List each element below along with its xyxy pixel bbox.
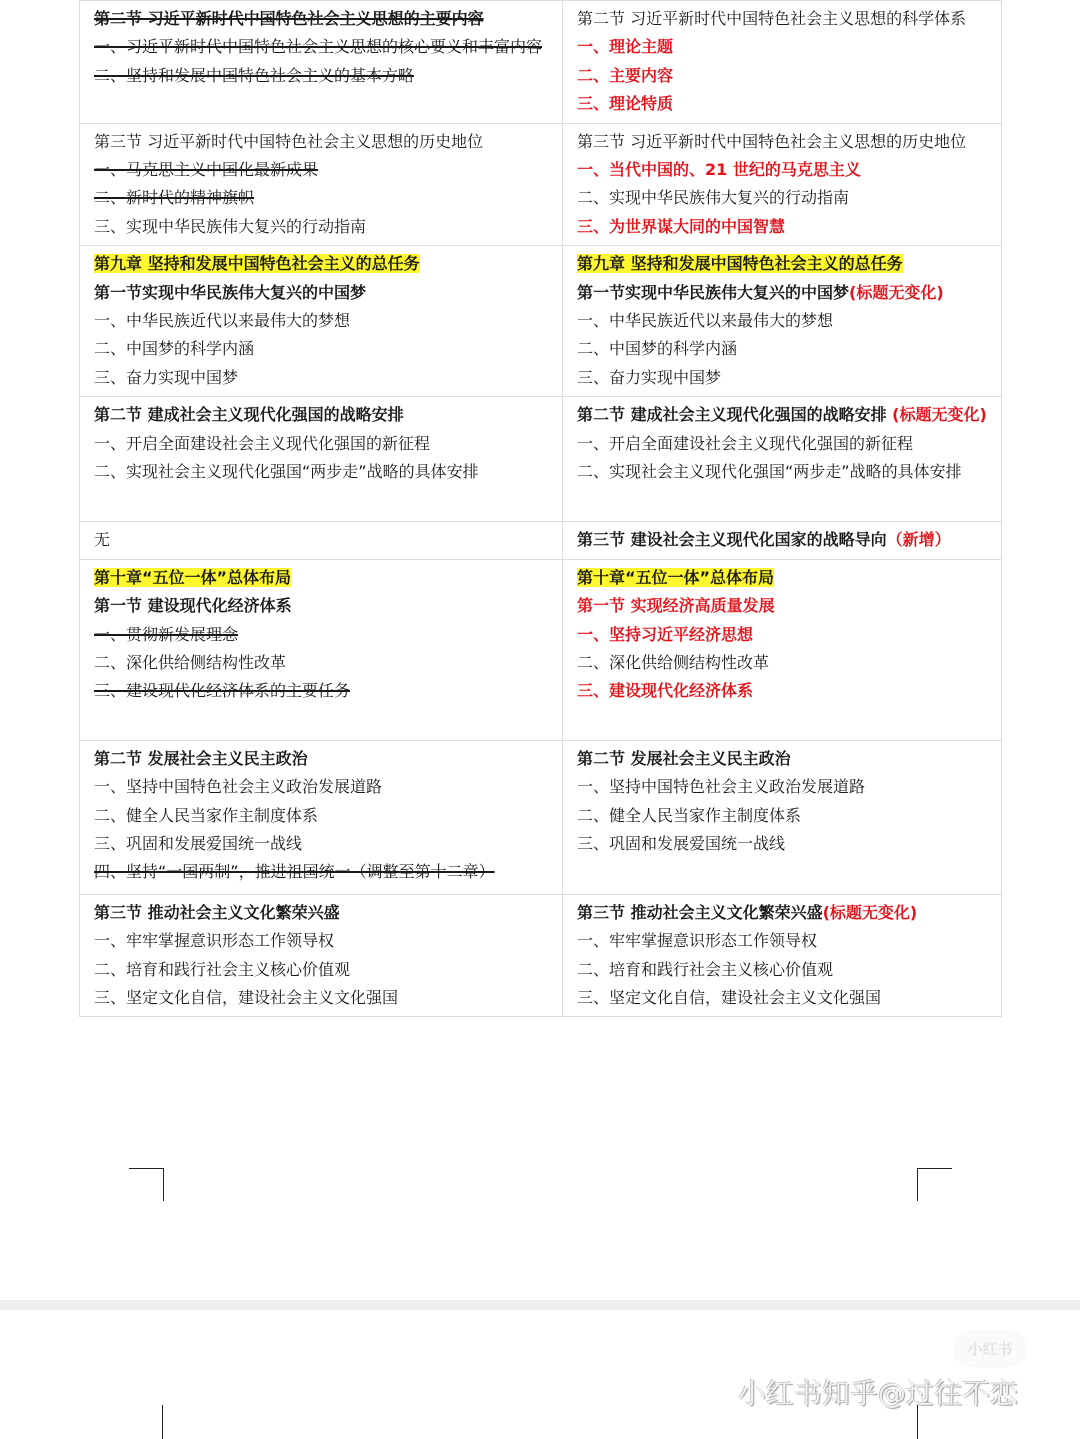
list-item: 一、中华民族近代以来最伟大的梦想: [94, 311, 351, 331]
section-heading: 第二节 发展社会主义民主政治: [577, 748, 791, 768]
section-heading: 第一节 实现经济高质量发展: [577, 596, 775, 616]
list-item: 二、主要内容: [577, 65, 674, 85]
list-item: 二、实现中华民族伟大复兴的行动指南: [577, 188, 850, 208]
list-item: 三、坚定文化自信，建设社会主义文化强国: [94, 987, 399, 1007]
list-item: 二、培育和践行社会主义核心价值观: [94, 959, 351, 979]
section-heading: 第三节 建设社会主义现代化国家的战略导向: [577, 530, 887, 550]
list-item: 三、实现中华民族伟大复兴的行动指南: [94, 216, 367, 236]
table-row: [80, 559, 1002, 740]
section-heading: 第二节 习近平新时代中国特色社会主义思想的主要内容: [94, 9, 484, 28]
old-edition-cell: [80, 740, 563, 894]
watermark-badge: 小红书: [955, 1333, 1025, 1365]
section-heading: 第三节 推动社会主义文化繁荣兴盛: [577, 902, 823, 922]
table-row: [80, 1, 1002, 124]
table-row: [80, 123, 1002, 246]
list-item: 一、坚持中国特色社会主义政治发展道路: [577, 777, 866, 797]
list-item: 三、建设现代化经济体系的主要任务: [94, 681, 351, 701]
list-item: 三、巩固和发展爱国统一战线: [94, 833, 303, 853]
page-separator: [0, 1300, 1080, 1310]
list-item: 三、奋力实现中国梦: [577, 367, 722, 387]
table-row: [80, 740, 1002, 894]
change-note: (标题无变化): [822, 902, 918, 922]
list-item: 一、贯彻新发展理念: [94, 624, 239, 644]
list-item: 三、坚定文化自信，建设社会主义文化强国: [577, 987, 882, 1007]
table-row: [80, 246, 1002, 397]
list-item: 三、为世界谋大同的中国智慧: [577, 216, 786, 236]
list-item: 一、理论主题: [577, 37, 674, 57]
new-edition-cell: [563, 740, 1002, 894]
crop-mark-top-right: [917, 1168, 952, 1201]
list-item: 一、坚持习近平经济思想: [577, 624, 754, 644]
list-item: 二、实现社会主义现代化强国“两步走”战略的具体安排: [577, 462, 962, 482]
table-row: [80, 397, 1002, 522]
list-item: 二、培育和践行社会主义核心价值观: [577, 959, 834, 979]
new-edition-cell: [563, 1, 1002, 124]
table-row: [80, 894, 1002, 1017]
list-item: 二、新时代的精神旗帜: [94, 188, 255, 208]
old-edition-cell: [80, 397, 563, 522]
list-item: 三、巩固和发展爱国统一战线: [577, 833, 786, 853]
change-note: （新增）: [886, 530, 951, 550]
list-item: 一、马克思主义中国化最新成果: [94, 160, 319, 180]
watermark-text: 小红书知乎@过往不恋: [738, 1377, 1019, 1410]
old-edition-cell: [80, 894, 563, 1017]
chapter-heading: 第九章 坚持和发展中国特色社会主义的总任务: [577, 254, 903, 274]
chapter-heading: 第九章 坚持和发展中国特色社会主义的总任务: [94, 254, 420, 274]
list-item: 一、当代中国的、21 世纪的马克思主义: [577, 160, 861, 180]
chapter-comparison-table: [79, 0, 1002, 1017]
change-note: (标题无变化): [849, 282, 944, 302]
new-edition-cell: [563, 397, 1002, 522]
old-edition-cell: [80, 1, 563, 124]
list-item: 二、中国梦的科学内涵: [94, 339, 255, 359]
section-heading: 第二节 习近平新时代中国特色社会主义思想的科学体系: [577, 9, 967, 28]
chapter-heading: 第十章“五位一体”总体布局: [577, 567, 775, 587]
section-heading: 第一节 建设现代化经济体系: [94, 596, 292, 616]
section-heading: 第一节实现中华民族伟大复兴的中国梦: [94, 282, 367, 302]
section-heading: 第二节 建成社会主义现代化强国的战略安排: [577, 405, 893, 425]
list-item: 二、坚持和发展中国特色社会主义的基本方略: [94, 65, 415, 85]
new-edition-cell: [563, 559, 1002, 740]
list-item: 二、健全人民当家作主制度体系: [94, 805, 319, 825]
list-item: 二、实现社会主义现代化强国“两步走”战略的具体安排: [94, 462, 479, 482]
list-item: 一、牢牢掌握意识形态工作领导权: [94, 931, 335, 951]
new-edition-cell: [563, 123, 1002, 246]
list-item: 一、开启全面建设社会主义现代化强国的新征程: [94, 433, 431, 453]
old-edition-cell: [80, 246, 563, 397]
change-note: (标题无变化): [892, 405, 987, 425]
list-item: 三、理论特质: [577, 94, 674, 114]
list-item: 二、深化供给侧结构性改革: [577, 652, 770, 672]
list-item: 一、开启全面建设社会主义现代化强国的新征程: [577, 433, 914, 453]
list-item: 一、牢牢掌握意识形态工作领导权: [577, 931, 818, 951]
chapter-heading: 第十章“五位一体”总体布局: [94, 567, 292, 587]
table-row: [80, 522, 1002, 559]
list-item: 一、习近平新时代中国特色社会主义思想的核心要义和丰富内容: [94, 37, 543, 57]
old-edition-cell: [80, 522, 563, 559]
new-edition-cell: [563, 894, 1002, 1017]
list-item: 二、健全人民当家作主制度体系: [577, 805, 802, 825]
section-heading: 第三节 习近平新时代中国特色社会主义思想的历史地位: [94, 131, 484, 151]
new-edition-cell: [563, 522, 1002, 559]
new-edition-cell: [563, 246, 1002, 397]
list-item: 四、坚持“一国两制”，推进祖国统一（调整至第十二章）: [94, 862, 495, 882]
old-edition-cell: [80, 123, 563, 246]
section-heading: 第三节 推动社会主义文化繁荣兴盛: [94, 902, 340, 922]
list-item: 二、深化供给侧结构性改革: [94, 652, 287, 672]
section-heading: 第二节 建成社会主义现代化强国的战略安排: [94, 405, 404, 425]
section-heading: 第二节 发展社会主义民主政治: [94, 748, 308, 768]
old-edition-cell: [80, 559, 563, 740]
crop-mark-bottom-left: [162, 1405, 163, 1439]
none-text: 无: [94, 530, 111, 550]
section-heading: 第一节实现中华民族伟大复兴的中国梦: [577, 282, 850, 302]
list-item: 一、坚持中国特色社会主义政治发展道路: [94, 777, 383, 797]
section-heading: 第三节 习近平新时代中国特色社会主义思想的历史地位: [577, 131, 967, 151]
crop-mark-top-left: [129, 1168, 164, 1201]
list-item: 一、中华民族近代以来最伟大的梦想: [577, 311, 834, 331]
list-item: 二、中国梦的科学内涵: [577, 339, 738, 359]
list-item: 三、建设现代化经济体系: [577, 681, 754, 701]
list-item: 三、奋力实现中国梦: [94, 367, 239, 387]
